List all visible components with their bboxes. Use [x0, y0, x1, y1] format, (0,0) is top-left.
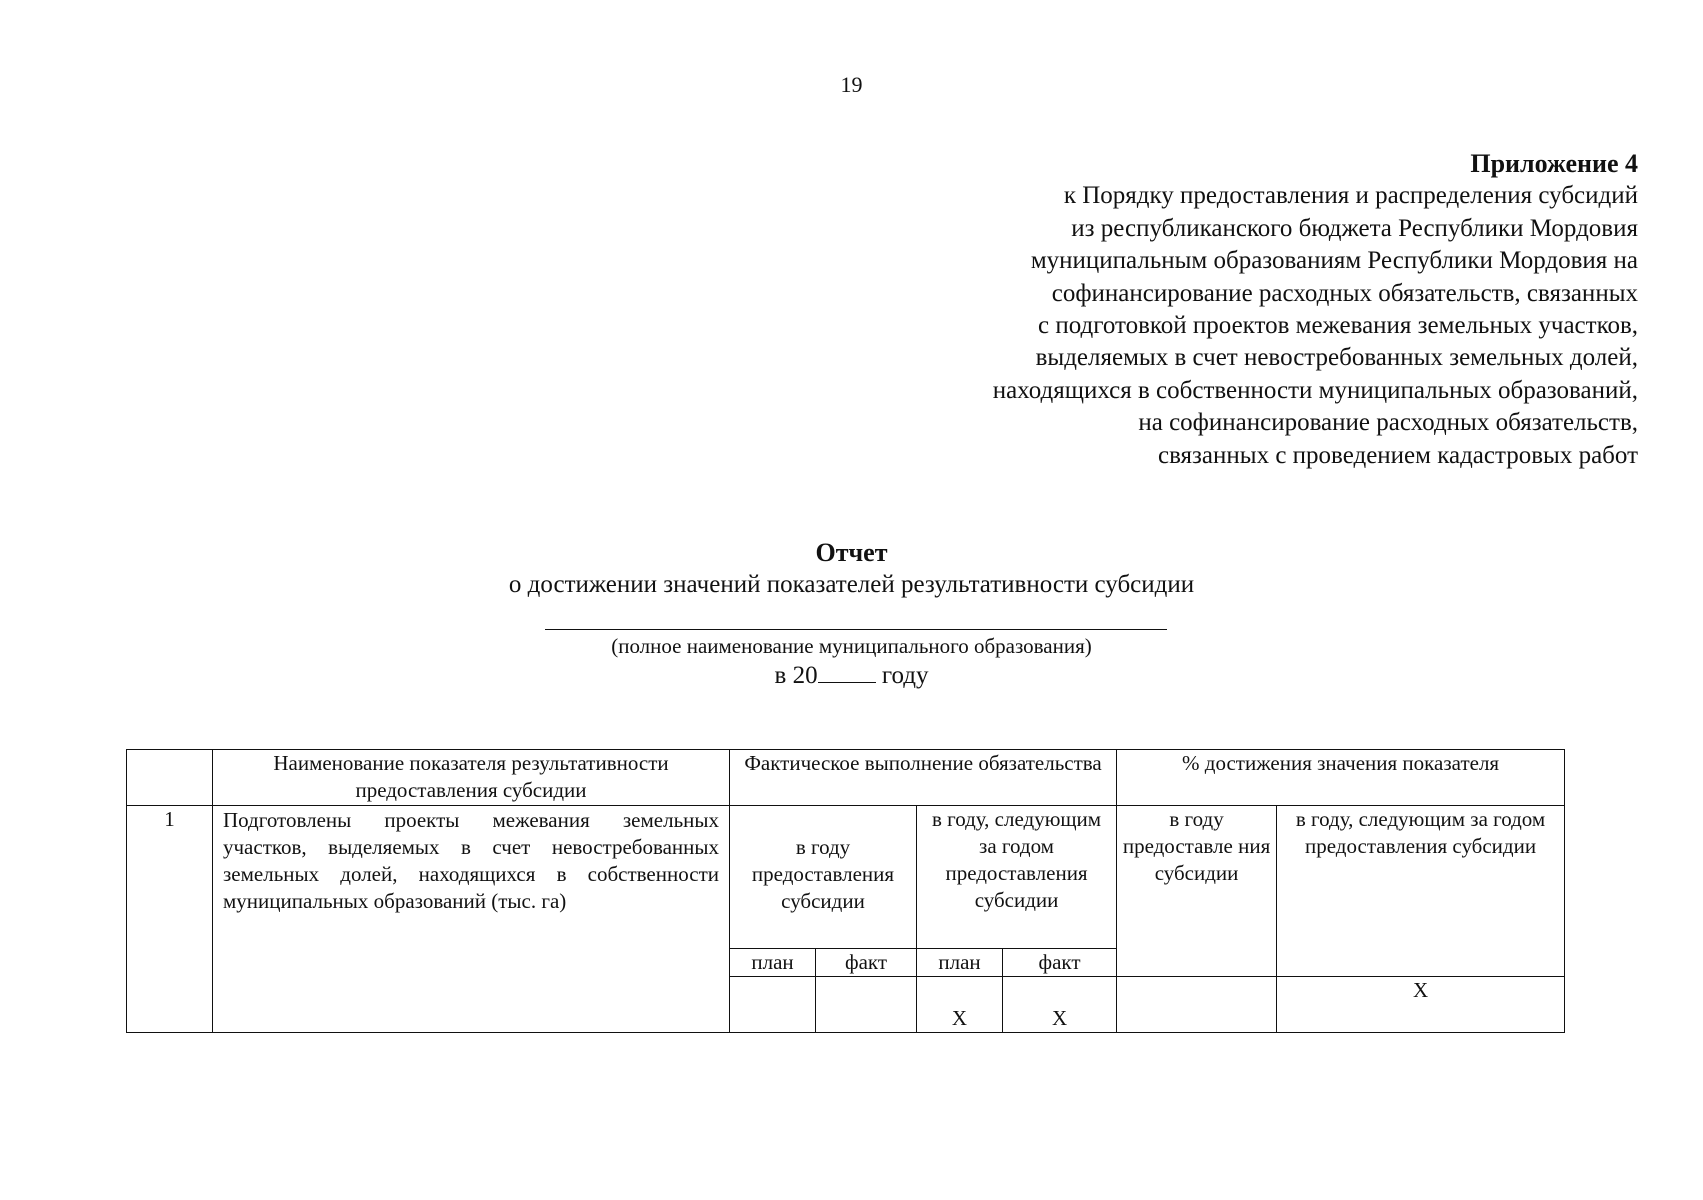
report-table	[126, 749, 1565, 1033]
appendix-line: к Порядку предоставления и распределения субсидий	[1063, 182, 1638, 210]
appendix-line: из республиканского бюджета Республики Мордовия	[1071, 214, 1638, 242]
appendix-heading: Приложение 4	[1470, 149, 1638, 178]
appendix-line: муниципальным образованиям Республики Мордовия на	[1030, 247, 1638, 275]
header-number-cell	[127, 750, 213, 806]
subheader-percent-grant-year: в году предоставле ния субсидии	[1117, 806, 1277, 977]
report-subtitle: о достижении значений показателей результативности субсидии	[508, 571, 1195, 598]
year-prefix: в 20	[774, 662, 818, 689]
appendix-line: на софинансирование расходных обязательств,	[1138, 409, 1638, 437]
year-blank	[818, 662, 876, 683]
appendix-line: софинансирование расходных обязательств, связанных	[1051, 279, 1638, 307]
value-grant-year-fact	[816, 977, 917, 1033]
value-percent-grant-year	[1117, 977, 1277, 1033]
subheader-actual-grant-year: в году предоставления субсидии	[730, 806, 917, 949]
fact-label: факт	[816, 949, 917, 977]
value-next-year-fact: Х	[1003, 977, 1117, 1033]
appendix-line: находящихся в собственности муниципальных образований,	[992, 376, 1638, 404]
municipality-name-blank	[545, 629, 1167, 630]
fact-label: факт	[1003, 949, 1117, 977]
value-next-year-plan: Х	[917, 977, 1003, 1033]
value-grant-year-plan	[730, 977, 816, 1033]
header-indicator-name: Наименование показателя результативности предоставления субсидии	[213, 750, 730, 806]
table-header-row	[127, 750, 1565, 806]
subheader-actual-next-year: в году, следующим за годом предоставления субсидии	[917, 806, 1117, 949]
appendix-line: выделяемых в счет невостребованных земельных долей,	[1035, 344, 1638, 372]
report-year-line	[0, 662, 1703, 690]
row-indicator-name: Подготовлены проекты межевания земельных участков, выделяемых в счет невостребованных земельных долей, находящихся в собственности муниципальных образований (тыс. га)	[213, 806, 730, 1033]
plan-label: план	[917, 949, 1003, 977]
header-percent-achievement: % достижения значения показателя	[1117, 750, 1565, 806]
appendix-line: с подготовкой проектов межевания земельных участков,	[1037, 312, 1638, 340]
subheader-percent-next-year: в году, следующим за годом предоставления субсидии	[1277, 806, 1565, 977]
header-actual-performance: Фактическое выполнение обязательства	[730, 750, 1117, 806]
appendix-block	[993, 148, 1638, 472]
appendix-line: связанных с проведением кадастровых работ	[1157, 441, 1638, 469]
year-suffix: году	[881, 662, 929, 689]
table-row	[127, 806, 1565, 949]
plan-label: план	[730, 949, 816, 977]
municipality-name-caption: (полное наименование муниципального образования)	[611, 634, 1092, 658]
row-number: 1	[127, 806, 213, 1033]
page-number: 19	[840, 72, 863, 97]
report-title: Отчет	[815, 538, 888, 567]
value-percent-next-year: Х	[1277, 977, 1565, 1033]
